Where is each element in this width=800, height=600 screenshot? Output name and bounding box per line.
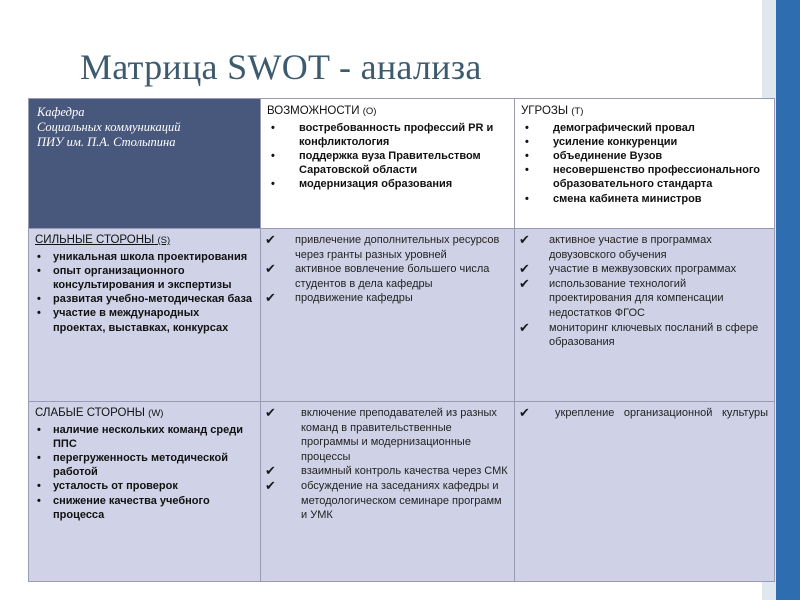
opportunities-title: ВОЗМОЖНОСТИ (О) xyxy=(267,105,377,117)
swot-matrix xyxy=(28,98,775,582)
check-icon: ✔ xyxy=(265,477,276,493)
check-icon: ✔ xyxy=(519,319,530,335)
side-decoration-bar xyxy=(776,0,800,600)
threats-title: УГРОЗЫ (Т) xyxy=(521,105,584,117)
weakness-item: • снижение качества учебного процесса xyxy=(37,494,210,521)
so-item: ✔ продвижение кафедры xyxy=(265,290,413,306)
threats-cell xyxy=(515,99,775,229)
weaknesses-title: СЛАБЫЕ СТОРОНЫ (W) xyxy=(35,407,164,419)
st-cell xyxy=(515,229,775,402)
corner-line: Кафедра xyxy=(37,105,85,119)
weakness-item: • усталость от проверок xyxy=(37,480,178,493)
check-icon: ✔ xyxy=(519,405,530,420)
header-row xyxy=(29,99,775,229)
threat-item: • смена кабинета министров xyxy=(525,192,702,205)
wo-item: ✔ включение преподавателей из разных команд в правительственные программы и модернизационные процессы xyxy=(265,405,497,463)
strength-item: • участие в международных проектах, выставках, конкурсах xyxy=(37,307,229,334)
strengths-row xyxy=(29,229,775,402)
wt-item: ✔ укрепление организационной культуры xyxy=(519,405,768,420)
wo-item: ✔ взаимный контроль качества через СМК xyxy=(265,463,508,479)
corner-line: Социальных коммуникаций xyxy=(37,120,181,134)
st-item: ✔ использование технологий проектирования для компенсации недостатков ФГОС xyxy=(519,275,724,319)
wo-item: ✔ обсуждение на заседаниях кафедры и методологическом семинаре программ и УМК xyxy=(265,477,502,522)
wo-cell xyxy=(261,402,515,582)
check-icon: ✔ xyxy=(265,290,276,306)
st-item: ✔ мониторинг ключевых посланий в сфере образования xyxy=(519,319,759,349)
opportunity-item: • модернизация образования xyxy=(271,178,453,191)
check-icon: ✔ xyxy=(265,405,276,420)
threat-item: • усиление конкуренции xyxy=(525,135,678,148)
st-item: ✔ участие в межвузовских программах xyxy=(519,261,737,277)
so-cell xyxy=(261,229,515,402)
check-icon: ✔ xyxy=(519,232,530,247)
st-item: ✔ активное участие в программах довузовского обучения xyxy=(519,232,712,261)
weaknesses-cell xyxy=(29,402,261,582)
corner-line: ПИУ им. П.А. Столыпина xyxy=(37,135,176,149)
strengths-title: СИЛЬНЫЕ СТОРОНЫ (S) xyxy=(35,234,171,246)
strength-item: • уникальная школа проектирования xyxy=(37,250,248,263)
corner-cell xyxy=(29,99,261,229)
check-icon: ✔ xyxy=(265,261,276,277)
weakness-item: • перегруженность методической работой xyxy=(37,451,228,479)
weaknesses-row xyxy=(29,402,775,582)
so-item: ✔ активное вовлечение большего числа студентов в дела кафедры xyxy=(265,261,490,290)
opportunities-cell xyxy=(261,99,515,229)
strengths-cell xyxy=(29,229,261,402)
threat-item: • демографический провал xyxy=(525,121,695,134)
threat-item: • объединение Вузов xyxy=(525,149,663,162)
check-icon: ✔ xyxy=(265,232,276,247)
so-item: ✔ привлечение дополнительных ресурсов через гранты разных уровней xyxy=(265,232,500,261)
weakness-item: • наличие нескольких команд среди ППС xyxy=(37,423,243,450)
check-icon: ✔ xyxy=(265,463,276,479)
threat-item: • несовершенство профессионального образовательного стандарта xyxy=(525,164,761,191)
wt-cell xyxy=(515,402,775,582)
opportunity-item: • поддержка вуза Правительством Саратовской области xyxy=(271,149,481,177)
check-icon: ✔ xyxy=(519,261,530,277)
strength-item: • развитая учебно-методическая база xyxy=(37,293,252,306)
page-title: Матрица SWOT - анализа xyxy=(80,47,482,87)
opportunity-item: • востребованность профессий PR и конфликтология xyxy=(271,121,494,148)
check-icon: ✔ xyxy=(519,275,530,291)
strength-item: • опыт организационного консультирования и экспертизы xyxy=(37,264,232,291)
